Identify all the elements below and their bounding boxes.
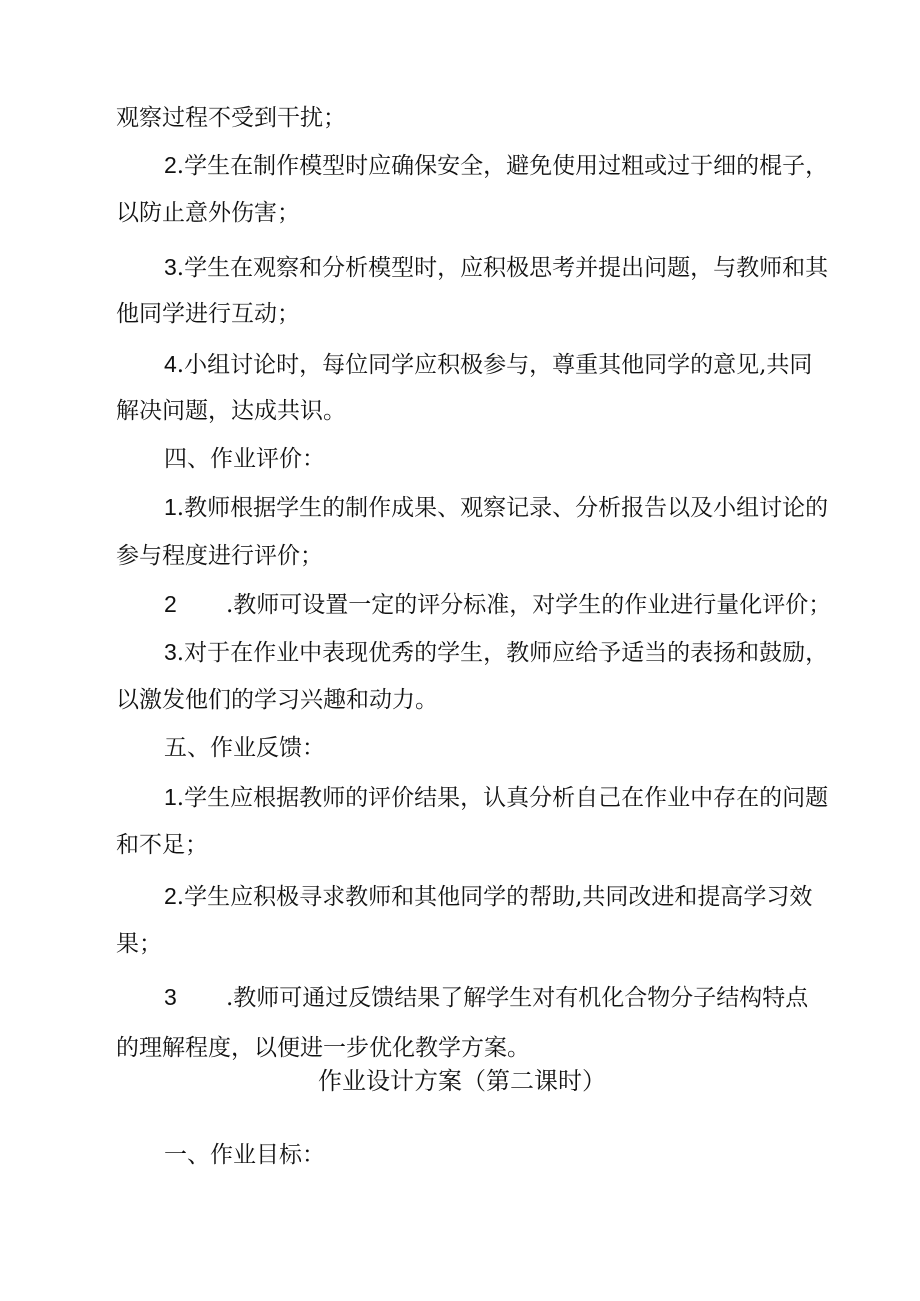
paragraph-line: 他同学进行互动； [116,301,300,327]
list-item-line [164,589,832,620]
paragraph-line: 解决问题，达成共识。 [116,398,346,424]
list-text: .学生在制作模型时应确保安全，避免使用过粗或过于细的棍子， [176,153,829,179]
list-number: 2 [164,591,177,617]
section-heading: 一、作业目标： [164,1142,325,1168]
paragraph-line: 以防止意外伤害； [116,200,300,226]
paragraph-line: 的理解程度，以便进一步优化教学方案。 [116,1035,530,1061]
list-item-line [164,637,834,668]
list-number: 3 [164,254,177,280]
list-text: .学生在观察和分析模型时，应积极思考并提出问题，与教师和其 [176,255,829,281]
list-item-line [164,782,834,813]
list-item-line [164,492,834,523]
paragraph-line: 果； [116,931,162,957]
paragraph-line: 观察过程不受到干扰； [116,105,346,131]
list-number: 2 [164,152,177,178]
list-text: .教师可设置一定的评分标准，对学生的作业进行量化评价； [226,592,832,618]
list-item-line [164,982,814,1013]
list-number: 3 [164,639,177,665]
paragraph-line: 参与程度进行评价； [116,543,323,569]
section-heading: 五、作业反馈： [164,735,325,761]
list-text: .教师可通过反馈结果了解学生对有机化合物分子结构特点 [226,985,809,1011]
list-number: 1 [164,494,177,520]
list-number: 2 [164,883,177,909]
list-number: 3 [164,984,177,1010]
paragraph-line: 以激发他们的学习兴趣和动力。 [116,687,438,713]
list-number: 1 [164,784,177,810]
paragraph-line: 和不足； [116,832,208,858]
list-text: .学生应根据教师的评价结果，认真分析自己在作业中存在的问题 [176,785,829,811]
list-number: 4 [164,351,177,377]
document-title: 作业设计方案（第二课时） [318,1067,606,1095]
section-heading: 四、作业评价： [164,446,325,472]
list-item-line [164,349,834,380]
list-item-line [164,252,834,283]
list-item-line [164,150,834,181]
list-text: .教师根据学生的制作成果、观察记录、分析报告以及小组讨论的 [176,495,829,521]
list-text: .对于在作业中表现优秀的学生，教师应给予适当的表扬和鼓励， [176,640,829,666]
list-text: .小组讨论时，每位同学应积极参与，尊重其他同学的意见,共同 [176,352,813,378]
list-text: .学生应积极寻求教师和其他同学的帮助,共同改进和提高学习效 [176,884,813,910]
list-item-line [164,881,834,912]
